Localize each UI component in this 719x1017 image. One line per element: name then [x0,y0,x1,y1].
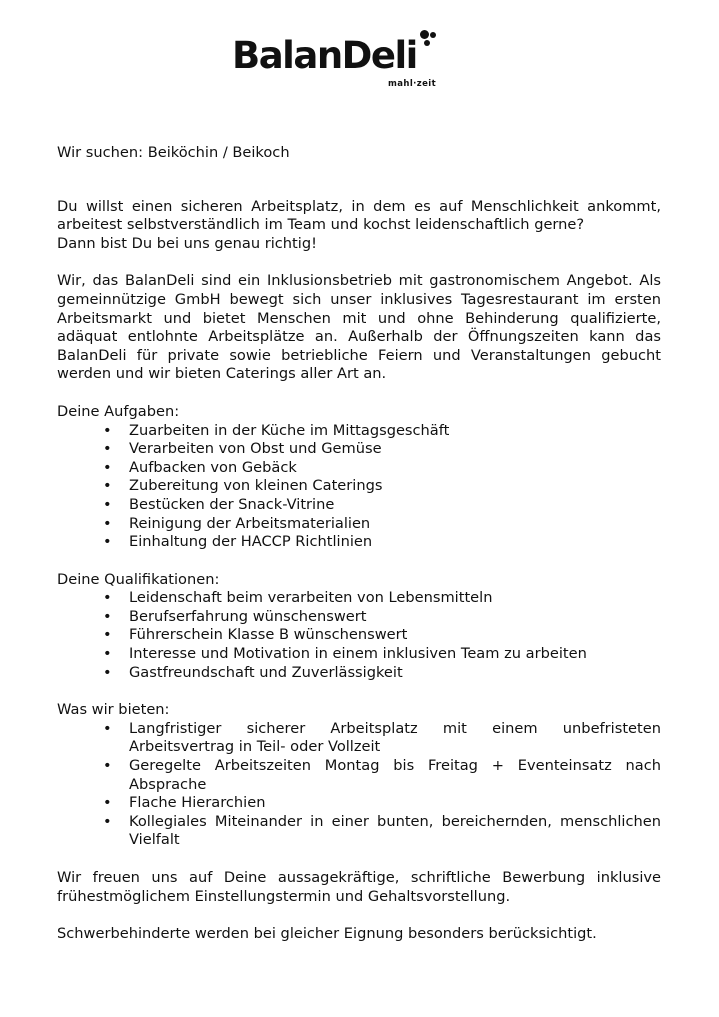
bullet-icon: • [103,421,112,439]
bullet-icon: • [103,757,112,775]
bullet-icon: • [103,458,112,476]
tasks-list [57,422,661,552]
logo-dots-icon [420,28,440,48]
company-logo [232,28,442,94]
list-item: • Bestücken der Snack-Vitrine [103,495,335,513]
list-item: • Aufbacken von Gebäck [103,458,297,476]
bullet-icon: • [103,477,112,495]
list-item: • Führerschein Klasse B wünschenswert [103,626,408,644]
list-item: • Berufserfahrung wünschenswert [103,607,367,625]
list-item: • Reinigung der Arbeitsmaterialien [103,514,371,532]
list-item: • Gastfreundschaft und Zuverlässigkeit [103,663,403,681]
offer-heading: Was wir bieten: [57,701,170,719]
list-item: • Flache Hierarchien [103,794,266,812]
tasks-heading: Deine Aufgaben: [57,402,180,420]
list-item: • Interesse und Motivation in einem inklusiven Team zu arbeiten [103,645,587,663]
job-posting [57,144,661,944]
bullet-icon: • [103,663,112,681]
bullet-icon: • [103,812,112,830]
bullet-icon: • [103,607,112,625]
list-item: • Langfristiger sicherer Arbeitsplatz mit einem unbefristeten Arbeitsvertrag in Teil- oder Vollzeit [103,719,661,756]
bullet-icon: • [103,794,112,812]
equal-opportunity-note: Schwerbehinderte werden bei gleicher Eignung besonders berücksichtigt. [57,925,597,943]
list-item: • Leidenschaft beim verarbeiten von Lebensmitteln [103,589,493,607]
job-title: Wir suchen: Beiköchin / Beikoch [57,144,290,161]
list-item: • Geregelte Arbeitszeiten Montag bis Freitag + Eventeinsatz nach Absprache [103,757,661,793]
bullet-icon: • [103,495,112,513]
qualifications-list [57,589,661,682]
logo-tagline: mahl·zeit [388,79,437,89]
bullet-icon: • [103,440,112,458]
list-item: • Zubereitung von kleinen Caterings [103,477,383,495]
list-item: • Verarbeiten von Obst und Gemüse [103,440,382,458]
bullet-icon: • [103,719,112,737]
closing-paragraph: Wir freuen uns auf Deine aussagekräftige, schriftliche Bewerbung inklusive frühestmöglichem Einstellungstermin und Gehaltsvorstellung. [57,869,661,905]
about-paragraph: Wir, das BalanDeli sind ein Inklusionsbetrieb mit gastronomischem Angebot. Als gemeinnützige GmbH bewegt sich unser inklusives Tagesrestaurant im ersten Arbeitsmarkt und bietet Menschen mit und ohne Behinderung qualifizierte, adäquat entlohnte Arbeitsplätze an. Außerhalb der Öffnungszeiten kann das BalanDeli für private sowie betriebliche Feiern und Veranstaltungen gebucht werden und wir bieten Caterings aller Art an. [57,272,661,383]
bullet-icon: • [103,645,112,663]
bullet-icon: • [103,589,112,607]
logo-wordmark: BalanDeli [232,34,417,77]
offer-list [57,720,661,850]
qualifications-heading: Deine Qualifikationen: [57,570,220,588]
intro-paragraph: Du willst einen sicheren Arbeitsplatz, in dem es auf Menschlichkeit ankommt, arbeitest selbstverständlich im Team und kochst leidenschaftlich gerne? [57,197,661,234]
list-item: • Einhaltung der HACCP Richtlinien [103,533,373,551]
bullet-icon: • [103,514,112,532]
bullet-icon: • [103,626,112,644]
list-item: • Kollegiales Miteinander in einer bunten, bereichernden, menschlichen Vielfalt [103,812,661,849]
list-item: • Zuarbeiten in der Küche im Mittagsgeschäft [103,421,450,439]
bullet-icon: • [103,533,112,551]
intro-callout: Dann bist Du bei uns genau richtig! [57,234,317,252]
